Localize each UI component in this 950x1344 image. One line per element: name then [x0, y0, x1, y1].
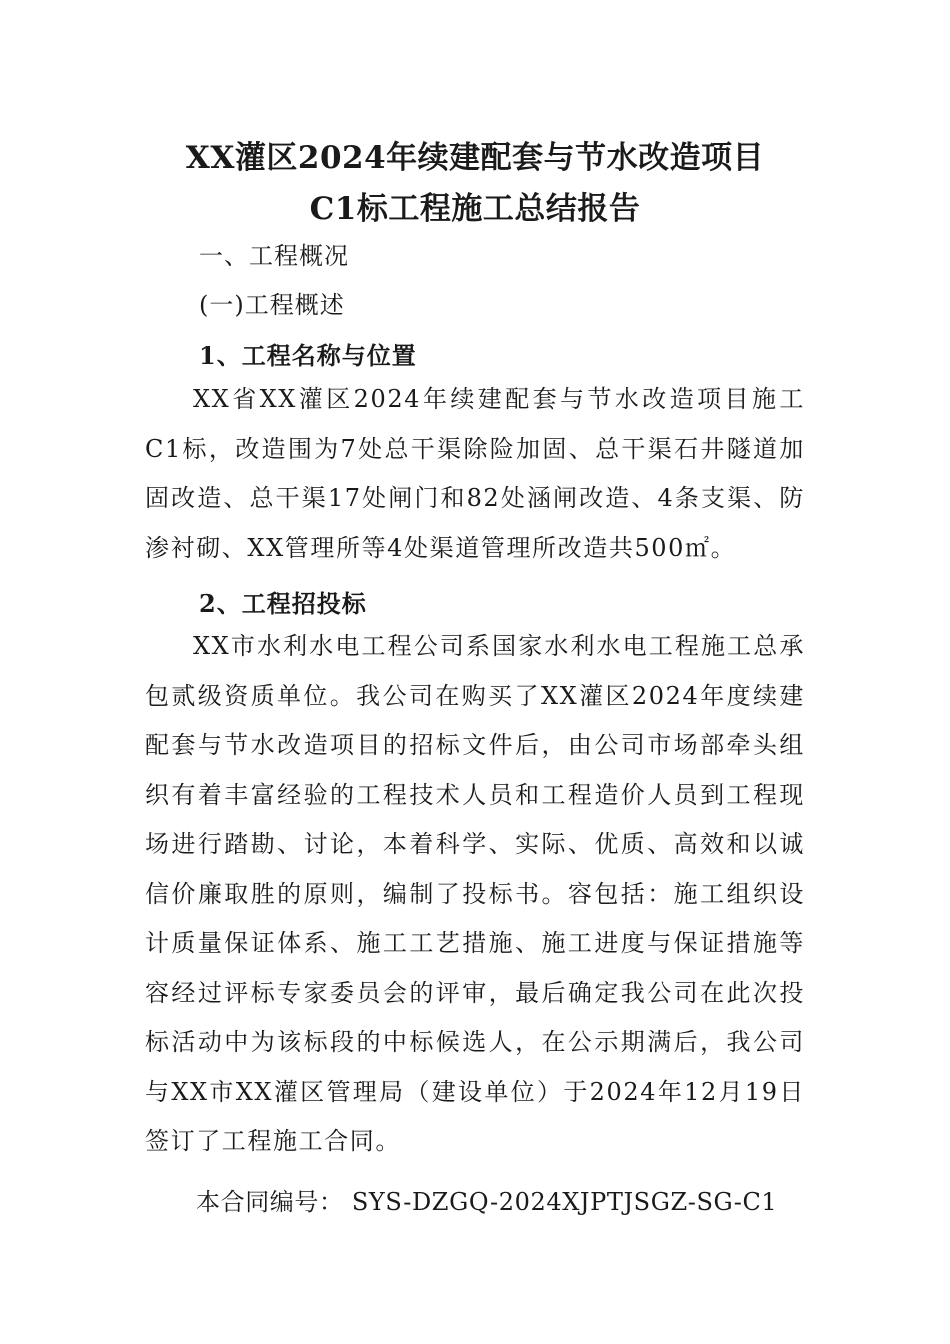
item-heading-bidding: 2、工程招投标 — [199, 589, 367, 618]
contract-label: 本合同编号： — [196, 1188, 344, 1216]
paragraph-name-location: XX省XX灌区2024年续建配套与节水改造项目施工C1标，改造围为7处总干渠除险加固、总干渠石井隧道加固改造、总干渠17处闸门和82处涵闸改造、4条支渠、防渗衬砌、XX管理所等4处渠道管理所改造共500㎡。 — [145, 385, 805, 562]
document-title-line-2: C1标工程施工总结报告 — [309, 191, 641, 227]
section-heading-overview: 一、工程概况 — [199, 242, 349, 270]
contract-number: SYS-DZGQ-2024XJPTJSGZ-SG-C1 — [351, 1188, 778, 1216]
document-title-line-1: XX灌区2024年续建配套与节水改造项目 — [185, 140, 765, 176]
subsection-heading-summary: (一)工程概述 — [199, 291, 345, 319]
paragraph-bidding: XX市水利水电工程公司系国家水利水电工程施工总承包贰级资质单位。我公司在购买了XX灌区2024年度续建配套与节水改造项目的招标文件后，由公司市场部牵头组织有着丰富经验的工程技术人员和工程造价人员到工程现场进行踏勘、讨论，本着科学、实际、优质、高效和以诚信价廉取胜的原则，编制了投标书。容包括：施工组织设计质量保证体系、施工工艺措施、施工进度与保证措施等容经过评标专家委员会的评审，最后确定我公司在此次投标活动中为该标段的中标候选人，在公示期满后，我公司与XX市XX灌区管理局（建设单位）于2024年12月19日签订了工程施工合同。 — [145, 632, 805, 1155]
contract-number-line — [196, 1182, 777, 1217]
item-heading-name-location: 1、工程名称与位置 — [199, 341, 417, 370]
